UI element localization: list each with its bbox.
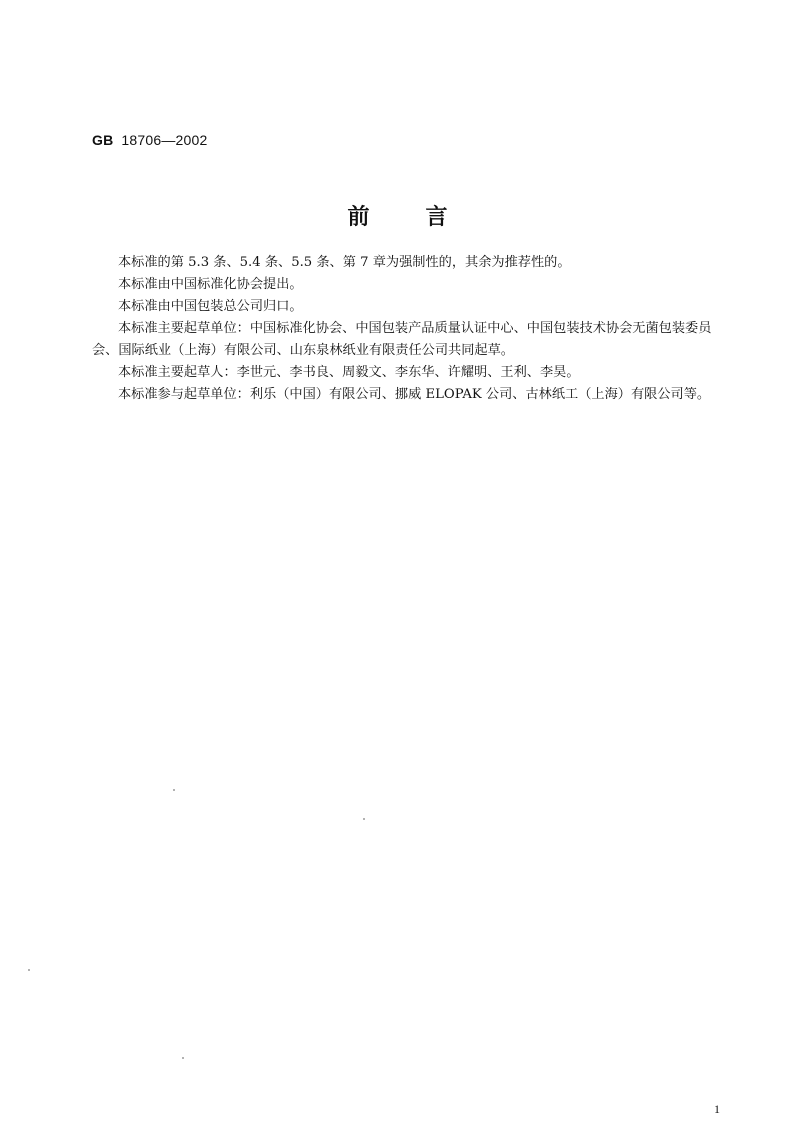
- paragraph-drafting-units: 本标准主要起草单位：中国标准化协会、中国包装产品质量认证中心、中国包装技术协会无菌包装委员会、国际纸业（上海）有限公司、山东泉林纸业有限责任公司共同起草。: [92, 321, 712, 358]
- paragraph-mandatory-clauses: 本标准的第 5.3 条、5.4 条、5.5 条、第 7 章为强制性的，其余为推荐性的。: [118, 255, 571, 270]
- paragraph-proposer: 本标准由中国标准化协会提出。: [118, 277, 303, 292]
- page-number: 1: [714, 1102, 720, 1116]
- scan-speck: [173, 789, 175, 791]
- scan-speck: [363, 818, 365, 820]
- standard-number: [92, 132, 207, 148]
- scan-speck: [182, 1057, 184, 1059]
- paragraph-participating-units: 本标准参与起草单位：利乐（中国）有限公司、挪威 ELOPAK 公司、古林纸工（上海）有限公司等。: [118, 387, 711, 402]
- standard-code: 18706—2002: [121, 132, 208, 148]
- page-title: 前言: [347, 205, 504, 230]
- foreword-body: [92, 252, 732, 406]
- paragraph-administrator: 本标准由中国包装总公司归口。: [118, 299, 303, 314]
- scan-speck: [28, 969, 30, 971]
- paragraph-drafters: 本标准主要起草人：李世元、李书良、周毅文、李东华、许耀明、王利、李昊。: [118, 365, 580, 380]
- standard-prefix: GB: [92, 132, 114, 148]
